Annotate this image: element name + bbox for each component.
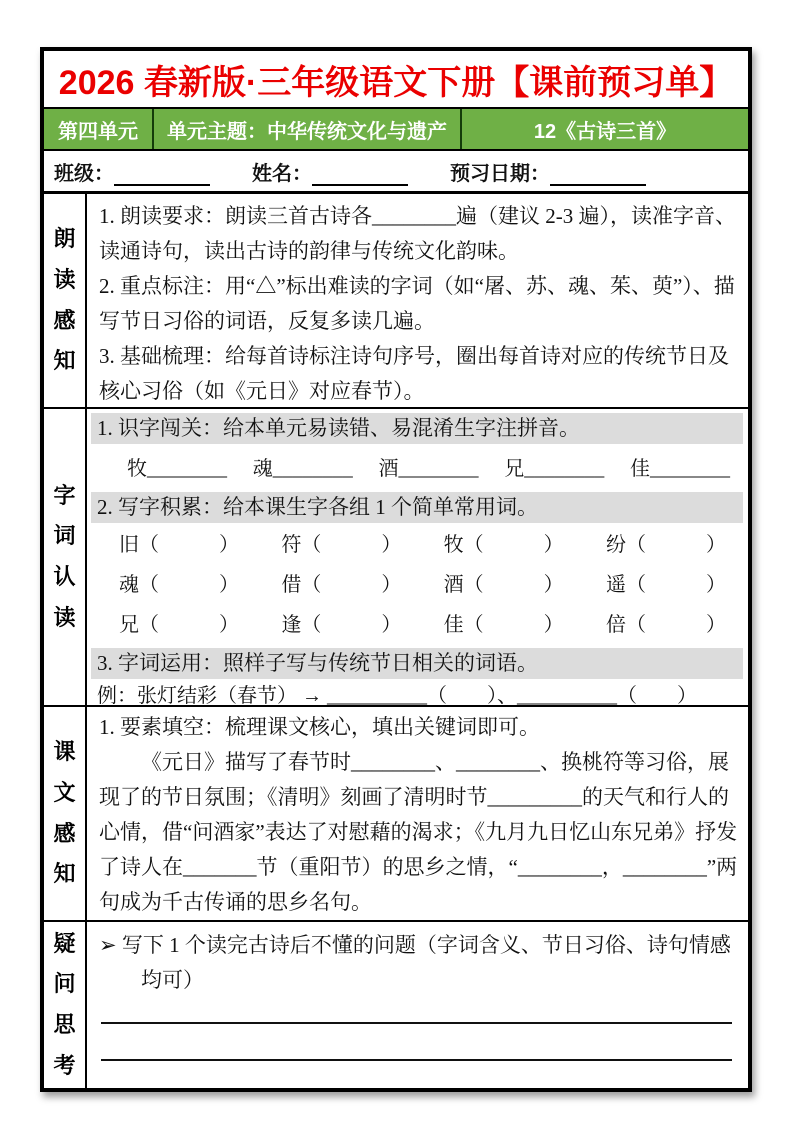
lesson-title: 12《古诗三首》 (533, 120, 677, 143)
word-cell: 牧（ ） (443, 534, 564, 556)
date-label: 预习日期： (450, 162, 550, 185)
unit-header-bar (44, 107, 748, 151)
words-item-1-heading: 1. 识字闯关：给本单元易读错、易混淆生字注拼音。 (91, 413, 743, 444)
unit-number-cell (44, 109, 154, 149)
name-blank-line (312, 162, 408, 186)
section-reading-perception (44, 194, 748, 409)
question-prompt (99, 928, 736, 998)
section-label: 朗读感知 (53, 226, 76, 374)
section-text-perception (44, 707, 748, 922)
word-grid-row (87, 605, 748, 645)
name-field (252, 157, 408, 186)
section-content (87, 194, 748, 407)
word-cell: 纷（ ） (605, 534, 726, 556)
section-label: 课文感知 (53, 739, 76, 887)
word-cell: 倍（ ） (605, 614, 726, 636)
section-label-cell (44, 194, 87, 407)
reading-item-3: 3. 基础梳理：给每首诗标注诗句序号，圈出每首诗对应的传统节日及核心习俗（如《元日》对应春节）。 (99, 344, 729, 403)
pinyin-blank: 兄________ (504, 458, 605, 480)
class-label: 班级： (54, 162, 114, 185)
word-grid-row (87, 565, 748, 605)
page-title (44, 51, 748, 107)
pinyin-blank: 牧________ (127, 458, 227, 480)
words-item-3-heading: 3. 字词运用：照样子写与传统节日相关的词语。 (91, 648, 743, 679)
answer-blank-line (101, 1024, 732, 1061)
class-blank-line (114, 162, 210, 186)
unit-number: 第四单元 (58, 120, 138, 143)
text-item-1-heading: 1. 要素填空：梳理课文核心，填出关键词即可。 (99, 715, 540, 739)
word-grid-row (87, 525, 748, 565)
name-label: 姓名： (252, 162, 312, 185)
page-title-text: 2026 春新版·三年级语文下册【课前预习单】 (58, 63, 734, 102)
lesson-title-cell (462, 109, 748, 149)
word-cell: 遥（ ） (605, 574, 726, 596)
section-label: 字词认读 (53, 482, 76, 630)
unit-theme: 单元主题：中华传统文化与遗产 (167, 120, 447, 143)
section-label: 疑问思考 (53, 930, 76, 1078)
section-question-thinking (44, 922, 748, 1088)
pinyin-blanks-row (87, 444, 748, 489)
words-item-3-example: 例：张灯结彩（春节） → __________（ ）、__________（ ） (97, 685, 697, 705)
word-cell: 借（ ） (281, 574, 402, 596)
section-words-recognition (44, 409, 748, 707)
student-info-row (44, 151, 748, 194)
question-prompt-text: 写下 1 个读完古诗后不懂的问题（字词含义、节日习俗、诗句情感均可） (121, 933, 731, 992)
word-cell: 酒（ ） (443, 574, 564, 596)
section-label-cell (44, 922, 87, 1088)
pinyin-blank: 佳________ (630, 458, 730, 480)
answer-blank-line (101, 998, 732, 1024)
word-cell: 逢（ ） (281, 614, 402, 636)
section-content (87, 922, 748, 1088)
word-cell: 佳（ ） (443, 614, 564, 636)
word-cell: 旧（ ） (119, 534, 239, 556)
pinyin-blank: 魂________ (252, 458, 353, 480)
section-content (87, 707, 748, 920)
date-field (450, 157, 646, 186)
arrow-bullet-icon: ➢ (99, 933, 117, 957)
section-label-cell (44, 409, 87, 705)
pinyin-blank: 酒________ (378, 458, 479, 480)
worksheet-page (40, 47, 752, 1092)
word-composition-grid (87, 523, 748, 645)
date-blank-line (550, 162, 646, 186)
words-item-2-heading: 2. 写字积累：给本课生字各组 1 个简单常用词。 (91, 492, 743, 523)
word-cell: 魂（ ） (119, 574, 239, 596)
unit-theme-cell (154, 109, 462, 149)
section-content (87, 409, 748, 705)
word-cell: 兄（ ） (119, 614, 239, 636)
reading-item-1: 1. 朗读要求：朗读三首古诗各________遍（建议 2-3 遍），读准字音、读通诗句，读出古诗的韵律与传统文化韵味。 (99, 204, 736, 263)
reading-item-2: 2. 重点标注：用“△”标出难读的字词（如“屠、苏、魂、茱、萸”）、描写节日习俗的词语，反复多读几遍。 (99, 274, 735, 333)
text-fill-paragraph: 《元日》描写了春节时________、________、换桃符等习俗，展现了的节日氛围；《清明》刻画了清明时节_________的天气和行人的心情，借“问酒家”表达了对慰藉的渴求；《九月九日忆山东兄弟》抒发了诗人在_______节（重阳节）的思乡之情，“________，________”两句成为千古传诵的思乡名句。 (99, 750, 738, 914)
section-label-cell (44, 707, 87, 920)
word-cell: 符（ ） (281, 534, 402, 556)
class-field (54, 157, 210, 186)
